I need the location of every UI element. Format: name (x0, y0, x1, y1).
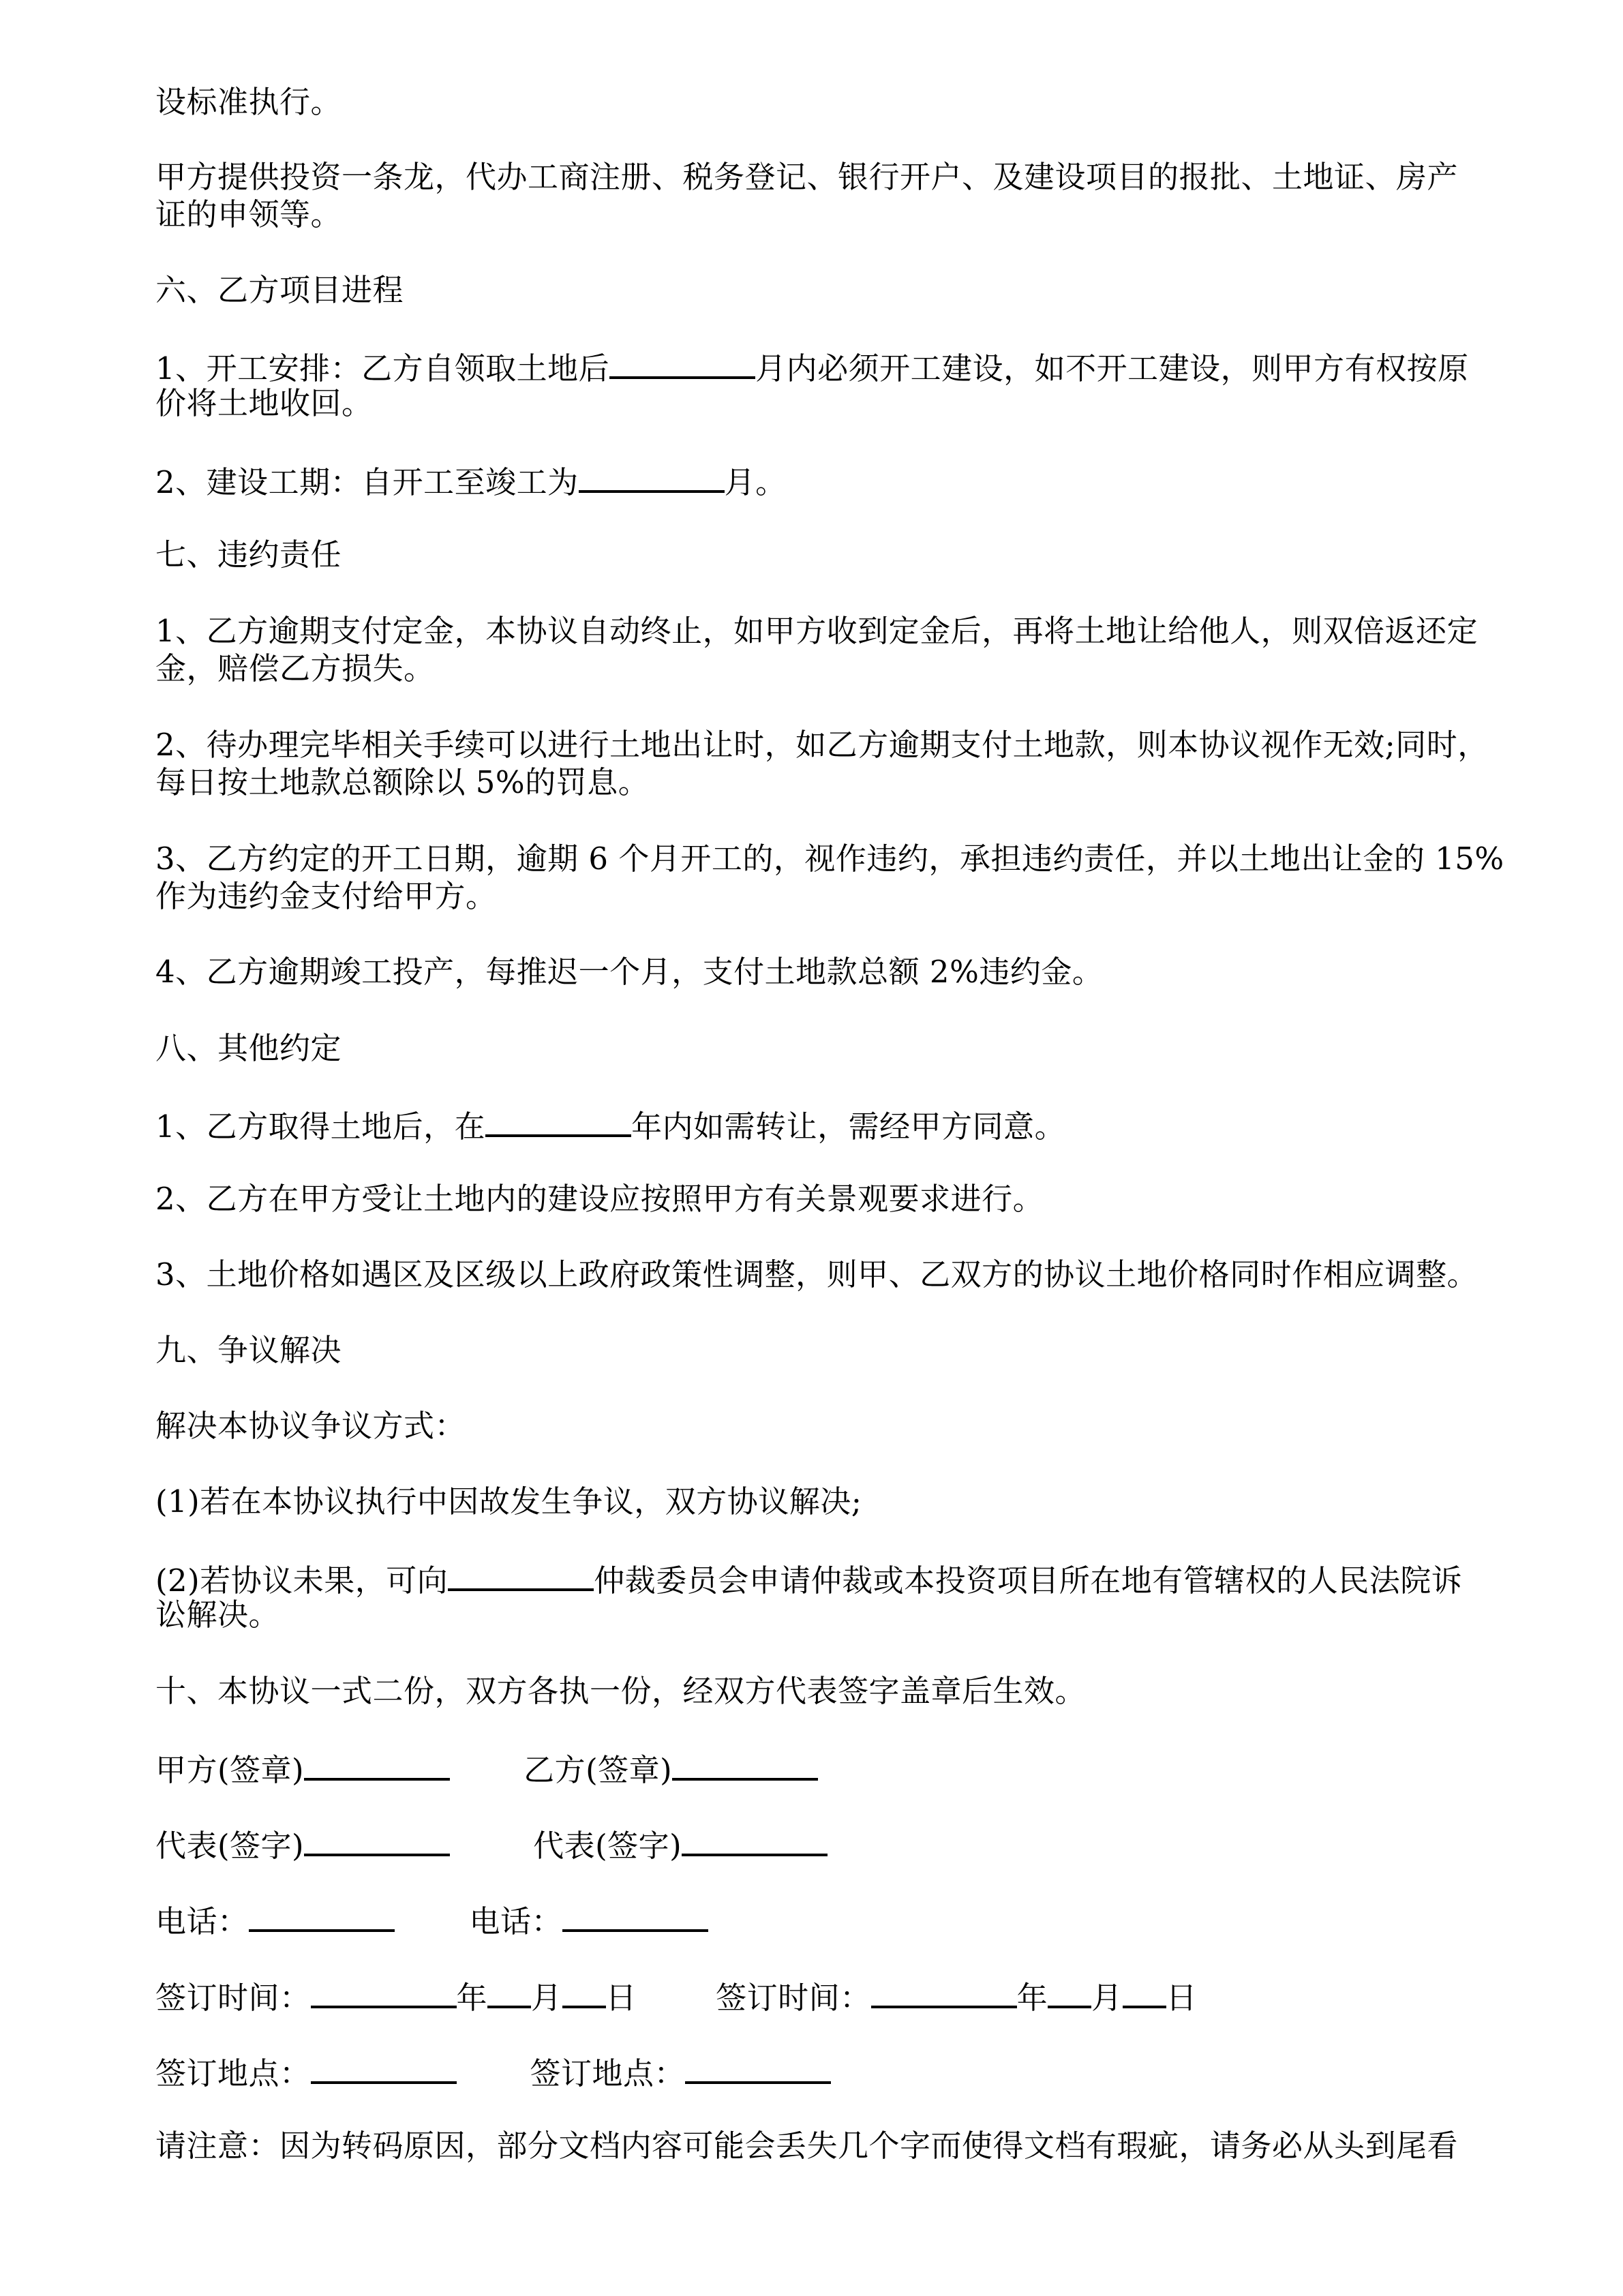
paragraph: 3、土地价格如遇区及区级以上政府政策性调整，则甲、乙双方的协议土地价格同时作相应调整。 (155, 1256, 1478, 1293)
footer-note: 请注意：因为转码原因，部分文档内容可能会丢失几个字而使得文档有瑕疵，请务必从头到尾看 (155, 2128, 1459, 2164)
paragraph: 2、乙方在甲方受让土地内的建设应按照甲方有关景观要求进行。 (155, 1181, 1044, 1217)
section-heading: 六、乙方项目进程 (155, 272, 404, 308)
fill-blank (311, 1976, 457, 2008)
paragraph: 1、乙方逾期支付定金，本协议自动终止，如甲方收到定金后，再将土地让给他人，则双倍返还定 (155, 613, 1478, 649)
signature-row-date: 签订时间： 年 月 日 签订时间： 年 月 日 (155, 1976, 1197, 2017)
paragraph: 讼解决。 (155, 1597, 280, 1633)
fill-blank (304, 1824, 450, 1856)
paragraph: 2、待办理完毕相关手续可以进行土地出让时，如乙方逾期支付土地款，则本协议视作无效;同时， (155, 727, 1489, 763)
paragraph: 作为违约金支付给甲方。 (155, 878, 497, 914)
paragraph: 每日按土地款总额除以 5%的罚息。 (155, 764, 650, 800)
fill-blank (871, 1976, 1017, 2008)
fill-blank (311, 2051, 457, 2084)
paragraph: (2)若协议未果，可向 仲裁委员会申请仲裁或本投资项目所在地有管辖权的人民法院诉 (155, 1558, 1462, 1600)
paragraph: (1)若在本协议执行中因故发生争议，双方协议解决; (155, 1483, 862, 1520)
fill-blank (1123, 1976, 1166, 2008)
fill-blank (485, 1104, 631, 1137)
fill-blank (685, 2051, 831, 2084)
paragraph: 4、乙方逾期竣工投产，每推迟一个月，支付土地款总额 2%违约金。 (155, 954, 1104, 990)
fill-blank (448, 1558, 594, 1591)
section-heading: 七、违约责任 (155, 537, 342, 573)
signature-row-representative: 代表(签字) 代表(签字) (155, 1824, 828, 1865)
paragraph: 价将土地收回。 (155, 385, 373, 421)
fill-blank (609, 346, 755, 379)
fill-blank (672, 1748, 818, 1781)
section-heading: 九、争议解决 (155, 1332, 342, 1368)
fill-blank (304, 1748, 450, 1781)
fill-blank (487, 1976, 531, 2008)
section-heading: 十、本协议一式二份，双方各执一份，经双方代表签字盖章后生效。 (155, 1673, 1087, 1709)
fill-blank (579, 460, 725, 493)
fill-blank (1048, 1976, 1091, 2008)
fill-blank (249, 1899, 395, 1932)
fill-blank (682, 1824, 828, 1856)
paragraph: 3、乙方约定的开工日期，逾期 6 个月开工的，视作违约，承担违约责任，并以土地出让金的 15% (155, 841, 1504, 877)
paragraph: 解决本协议争议方式： (155, 1408, 466, 1444)
signature-row-seal: 甲方(签章) 乙方(签章) (155, 1748, 818, 1789)
paragraph: 甲方提供投资一条龙，代办工商注册、税务登记、银行开户、及建设项目的报批、土地证、房产 (155, 159, 1459, 195)
fill-blank (562, 1899, 708, 1932)
section-heading: 八、其他约定 (155, 1030, 342, 1066)
paragraph: 2、建设工期：自开工至竣工为 月。 (155, 460, 787, 502)
paragraph: 设标准执行。 (155, 84, 342, 120)
signature-row-phone: 电话： 电话： (155, 1899, 708, 1941)
paragraph: 1、乙方取得土地后，在 年内如需转让，需经甲方同意。 (155, 1104, 1065, 1146)
paragraph: 1、开工安排：乙方自领取土地后 月内必须开工建设，如不开工建设，则甲方有权按原 (155, 346, 1469, 388)
fill-blank (562, 1976, 606, 2008)
paragraph: 证的申领等。 (155, 196, 342, 232)
paragraph: 金，赔偿乙方损失。 (155, 650, 435, 686)
signature-row-place: 签订地点： 签订地点： (155, 2051, 831, 2093)
